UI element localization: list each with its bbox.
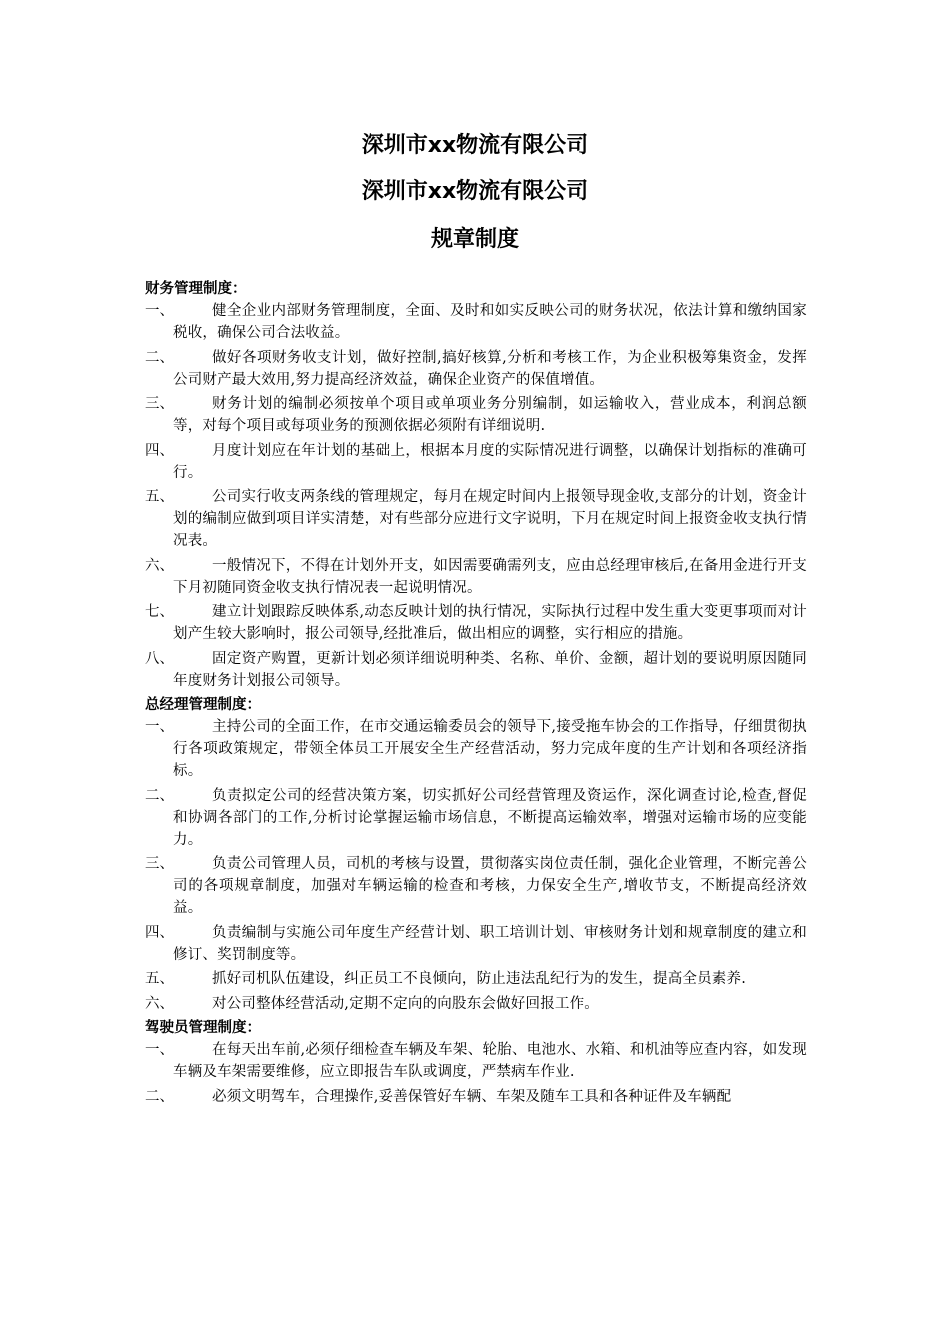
list-item xyxy=(145,601,807,645)
item-text: 抓好司机队伍建设，纠正员工不良倾向，防止违法乱纪行为的发生，提高全员素养. xyxy=(212,971,747,987)
list-item xyxy=(145,785,807,851)
item-text: 公司实行收支两条线的管理规定，每月在规定时间内上报领导现金收,支部分的计划，资金计划的编制应做到项目详实清楚，对有些部分应进行文字说明，下月在规定时间上报资金收支执行情况表。 xyxy=(173,489,807,549)
section-heading: 驾驶员管理制度： xyxy=(145,1020,261,1036)
list-item xyxy=(145,993,807,1015)
list-item xyxy=(145,1039,807,1083)
title-block xyxy=(0,133,950,253)
list-item xyxy=(145,968,807,990)
item-text: 做好各项财务收支计划，做好控制,搞好核算,分析和考核工作，为企业积极筹集资金，发挥公司财产最大效用,努力提高经济效益，确保企业资产的保值增值。 xyxy=(173,349,807,388)
item-text: 财务计划的编制必须按单个项目或单项业务分别编制，如运输收入，营业成本，利润总额等，对每个项目或每项业务的预测依据必须附有详细说明. xyxy=(173,396,807,434)
item-text: 月度计划应在年计划的基础上，根据本月度的实际情况进行调整，以确保计划指标的准确可行。 xyxy=(173,442,807,481)
item-text: 在每天出车前,必须仔细检查车辆及车架、轮胎、电池水、水箱、和机油等应查内容，如发现车辆及车架需要维修，应立即报告车队或调度，严禁病车作业. xyxy=(173,1042,807,1080)
list-item xyxy=(145,300,807,344)
item-number: 二、 xyxy=(145,349,174,366)
company-title-repeat: 深圳市xx物流有限公司 xyxy=(361,179,589,204)
item-number: 一、 xyxy=(145,1042,174,1058)
item-number: 五、 xyxy=(145,489,174,505)
item-text: 负责公司管理人员，司机的考核与设置，贯彻落实岗位责任制，强化企业管理，不断完善公司的各项规章制度，加强对车辆运输的检查和考核，力保安全生产,增收节支，不断提高经济效益。 xyxy=(173,856,807,916)
item-number: 五、 xyxy=(145,971,174,987)
item-text: 对公司整体经营活动,定期不定向的向股东会做好回报工作。 xyxy=(212,995,600,1012)
item-number: 四、 xyxy=(145,924,174,941)
item-number: 二、 xyxy=(145,787,174,804)
list-item xyxy=(145,347,807,391)
list-item xyxy=(145,922,807,966)
list-item xyxy=(145,486,807,552)
item-text: 固定资产购置，更新计划必须详细说明种类、名称、单价、金额，超计划的要说明原因随同年度财务计划报公司领导。 xyxy=(173,650,807,689)
list-item xyxy=(145,555,807,599)
item-text: 负责拟定公司的经营决策方案，切实抓好公司经营管理及资运作，深化调查讨论,检查,督促和协调各部门的工作,分析讨论掌握运输市场信息，不断提高运输效率，增强对运输市场的应变能力。 xyxy=(173,787,807,848)
item-number: 六、 xyxy=(145,557,174,574)
item-text: 主持公司的全面工作，在市交通运输委员会的领导下,接受拖车协会的工作指导，仔细贯彻执行各项政策规定，带领全体员工开展安全生产经营活动，努力完成年度的生产计划和各项经济指标。 xyxy=(173,719,807,779)
list-item xyxy=(145,853,807,919)
list-item xyxy=(145,648,807,692)
item-text: 负责编制与实施公司年度生产经营计划、职工培训计划、审核财务计划和规章制度的建立和修订、奖罚制度等。 xyxy=(173,924,807,963)
item-text: 必须文明驾车，合理操作,妥善保管好车辆、车架及随车工具和各种证件及车辆配 xyxy=(212,1088,732,1105)
item-number: 七、 xyxy=(145,604,174,620)
item-number: 三、 xyxy=(145,396,174,412)
list-item xyxy=(145,440,807,484)
item-number: 四、 xyxy=(145,442,174,459)
item-number: 一、 xyxy=(145,303,174,319)
document-title: 规章制度 xyxy=(430,227,519,252)
item-text: 健全企业内部财务管理制度，全面、及时和如实反映公司的财务状况，依法计算和缴纳国家税收，确保公司合法收益。 xyxy=(173,303,807,341)
item-number: 二、 xyxy=(145,1088,174,1105)
item-number: 六、 xyxy=(145,995,174,1012)
section-heading: 总经理管理制度： xyxy=(145,697,261,713)
item-number: 一、 xyxy=(145,719,174,735)
section-heading: 财务管理制度： xyxy=(145,281,247,297)
list-item xyxy=(145,1086,807,1108)
item-number: 八、 xyxy=(145,650,174,667)
list-item xyxy=(145,393,807,437)
item-text: 建立计划跟踪反映体系,动态反映计划的执行情况，实际执行过程中发生重大变更事项而对计划产生较大影响时，报公司领导,经批准后，做出相应的调整，实行相应的措施。 xyxy=(173,604,807,642)
document-body xyxy=(145,278,807,1110)
list-item xyxy=(145,716,807,782)
item-number: 三、 xyxy=(145,856,174,872)
company-title: 深圳市xx物流有限公司 xyxy=(361,133,589,158)
item-text: 一般情况下，不得在计划外开支，如因需要确需列支，应由总经理审核后,在备用金进行开支下月初随同资金收支执行情况表一起说明情况。 xyxy=(173,557,807,596)
